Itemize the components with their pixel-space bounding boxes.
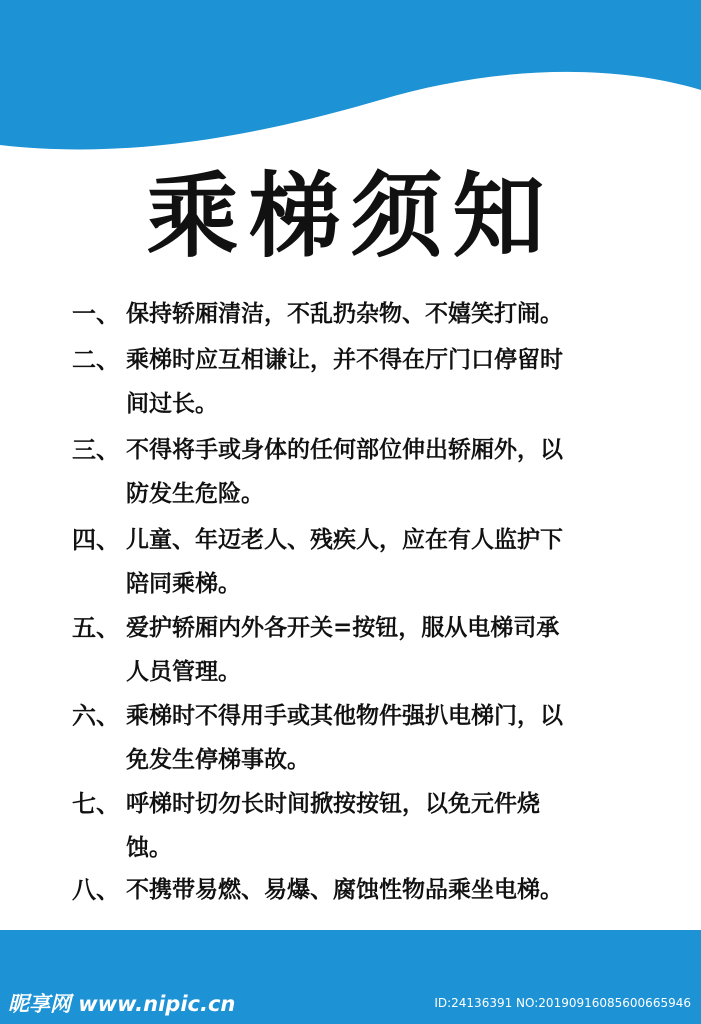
rule-number: 一、 (72, 300, 120, 328)
rule-number: 七、 (72, 790, 120, 818)
rule-text: 乘梯时应互相谦让，并不得在厅门口停留时 (126, 347, 563, 373)
rule-text: 不携带易燃、易爆、腐蚀性物品乘坐电梯。 (126, 877, 563, 903)
rule-text-continued: 人员管理。 (126, 659, 241, 685)
watermark-logo: 昵享网 www.nipic.cn (8, 992, 236, 1016)
rule-number: 二、 (72, 346, 120, 374)
rule-text-continued: 防发生危险。 (126, 481, 264, 507)
rule-number: 五、 (72, 614, 120, 642)
watermark-id: ID:24136391 NO:20190916085600665946 (434, 996, 691, 1010)
rule-number: 六、 (72, 702, 120, 730)
rule-text-continued: 蚀。 (126, 835, 172, 861)
rule-text-continued: 免发生停梯事故。 (126, 747, 310, 773)
rule-text-continued: 间过长。 (126, 391, 218, 417)
rule-number: 四、 (72, 526, 120, 554)
page-title: 乘梯须知 (146, 163, 555, 270)
rule-text: 保持轿厢清洁，不乱扔杂物、不嬉笑打闹。 (126, 301, 563, 327)
rule-number: 八、 (72, 876, 120, 904)
rule-text: 爱护轿厢内外各开关=按钮，服从电梯司承 (126, 615, 560, 641)
rule-text: 呼梯时切勿长时间掀按按钮，以免元件烧 (126, 791, 540, 817)
rule-text: 儿童、年迈老人、残疾人，应在有人监护下 (126, 527, 563, 553)
rule-text: 乘梯时不得用手或其他物件强扒电梯门，以 (126, 703, 563, 729)
rule-text: 不得将手或身体的任何部位伸出轿厢外，以 (126, 437, 563, 463)
rule-number: 三、 (72, 436, 120, 464)
rule-text-continued: 陪同乘梯。 (126, 571, 241, 597)
